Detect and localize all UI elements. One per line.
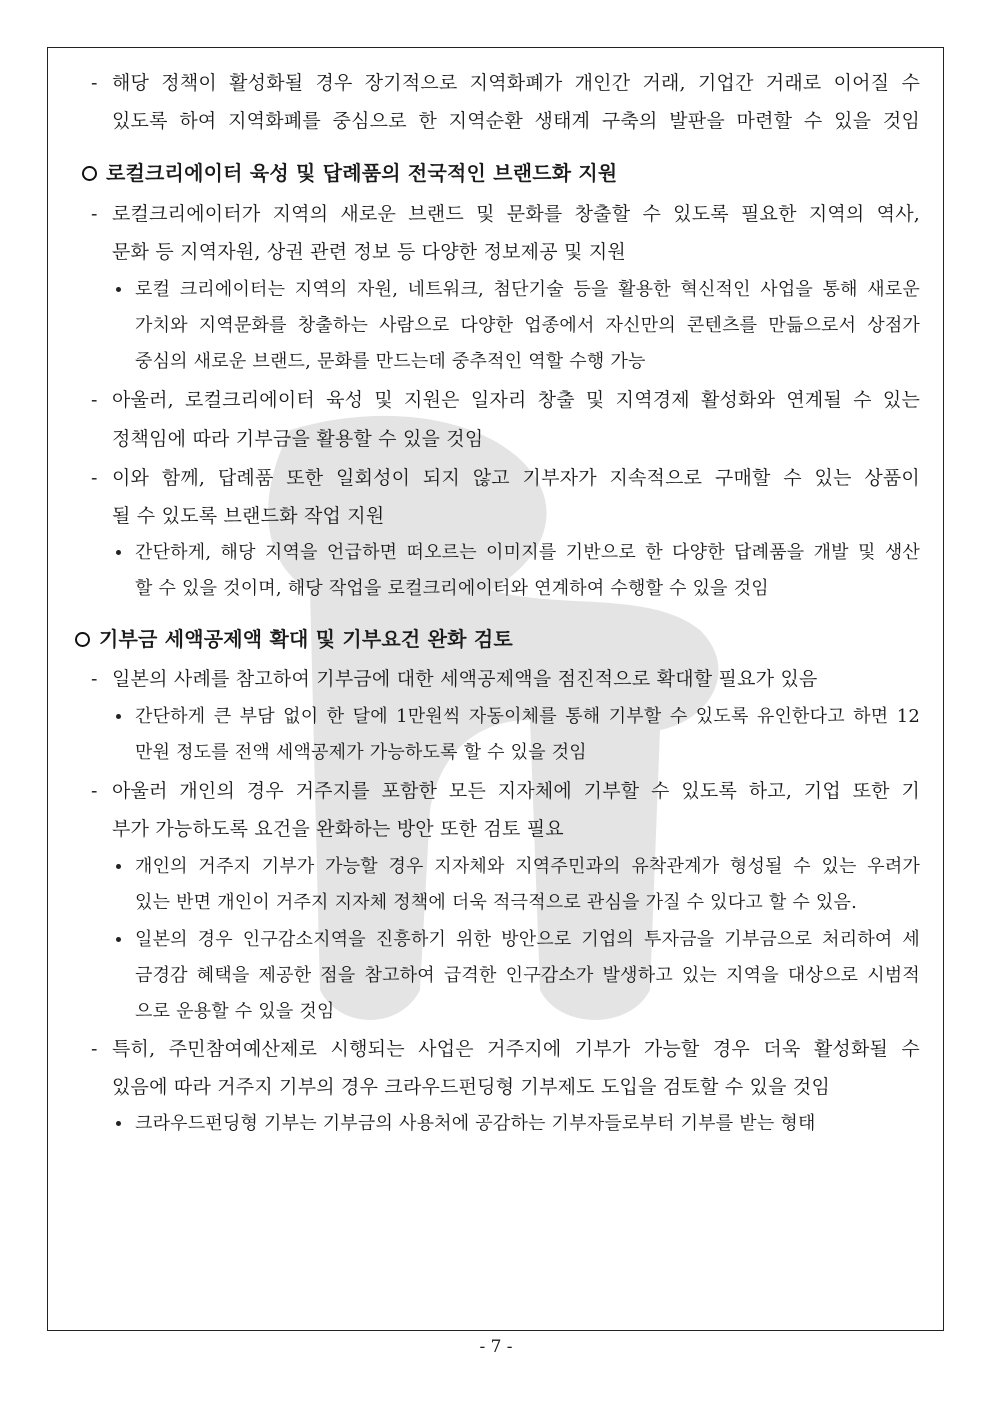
bullet-icon xyxy=(116,1121,121,1126)
text-line: 중심의 새로운 브랜드, 문화를 만드는데 중추적인 역할 수행 가능 xyxy=(135,351,646,372)
dash-marker: - xyxy=(91,668,98,690)
text-line: 있는 반면 개인이 거주지 지자체 정책에 더욱 적극적으로 관심을 가질 수 있다고 할 수 있음. xyxy=(135,892,857,913)
section-heading: 로컬크리에이터 육성 및 답례품의 전국적인 브랜드화 지원 xyxy=(106,161,618,185)
text-line: 문화 등 지역자원, 상권 관련 정보 등 다양한 정보제공 및 지원 xyxy=(112,241,626,263)
text-line: 할 수 있을 것이며, 해당 작업을 로컬크리에이터와 연계하여 수행할 수 있을 것임 xyxy=(135,578,769,599)
bullet-icon xyxy=(116,550,121,555)
text-line: 있도록 하여 지역화폐를 중심으로 한 지역순환 생태계 구축의 발판을 마련할 수 있을 것임 xyxy=(112,110,920,132)
circle-bullet-icon xyxy=(75,632,90,647)
text-line: 아울러, 로컬크리에이터 육성 및 지원은 일자리 창출 및 지역경제 활성화와 연계될 수 있는 xyxy=(112,389,920,411)
text-line: 크라우드펀딩형 기부는 기부금의 사용처에 공감하는 기부자들로부터 기부를 받는 형태 xyxy=(135,1113,816,1134)
dash-marker: - xyxy=(91,389,98,411)
text-line: 가치와 지역문화를 창출하는 사람으로 다양한 업종에서 자신만의 콘텐츠를 만듦으로서 상점가 xyxy=(135,315,920,336)
bullet-icon xyxy=(116,937,121,942)
bullet-icon xyxy=(116,714,121,719)
text-line: 로컬크리에이터가 지역의 새로운 브랜드 및 문화를 창출할 수 있도록 필요한 지역의 역사, xyxy=(112,203,920,225)
page-number: - 7 - xyxy=(479,1337,513,1357)
dash-marker: - xyxy=(91,780,98,802)
text-line: 간단하게 큰 부담 없이 한 달에 1만원씩 자동이체를 통해 기부할 수 있도록 유인한다고 하면 12 xyxy=(135,706,920,727)
text-line: 있음에 따라 거주지 기부의 경우 크라우드펀딩형 기부제도 도입을 검토할 수 있을 것임 xyxy=(112,1076,831,1098)
text-line: 부가 가능하도록 요건을 완화하는 방안 또한 검토 필요 xyxy=(112,818,564,840)
dash-marker: - xyxy=(91,467,98,489)
circle-bullet-icon xyxy=(82,166,97,181)
bullet-icon xyxy=(116,287,121,292)
text-line: 만원 정도를 전액 세액공제가 가능하도록 할 수 있을 것임 xyxy=(135,742,587,763)
dash-marker: - xyxy=(91,203,98,225)
text-line: 아울러 개인의 경우 거주지를 포함한 모든 지자체에 기부할 수 있도록 하고, 기업 또한 기 xyxy=(112,780,920,802)
text-line: 일본의 경우 인구감소지역을 진흥하기 위한 방안으로 기업의 투자금을 기부금으로 처리하여 세 xyxy=(135,929,920,950)
text-line: 금경감 혜택을 제공한 점을 참고하여 급격한 인구감소가 발생하고 있는 지역을 대상으로 시범적 xyxy=(135,965,920,986)
text-line: 일본의 사례를 참고하여 기부금에 대한 세액공제액을 점진적으로 확대할 필요가 있음 xyxy=(112,668,818,690)
text-line: 해당 정책이 활성화될 경우 장기적으로 지역화폐가 개인간 거래, 기업간 거래로 이어질 수 xyxy=(112,72,920,94)
text-line: 간단하게, 해당 지역을 언급하면 떠오르는 이미지를 기반으로 한 다양한 답례품을 개발 및 생산 xyxy=(135,542,920,563)
text-line: 개인의 거주지 기부가 가능할 경우 지자체와 지역주민과의 유착관계가 형성될 수 있는 우려가 xyxy=(135,856,920,877)
text-line: 으로 운용할 수 있을 것임 xyxy=(135,1001,335,1022)
text-line: 될 수 있도록 브랜드화 작업 지원 xyxy=(112,505,385,527)
text-line: 로컬 크리에이터는 지역의 자원, 네트워크, 첨단기술 등을 활용한 혁신적인 사업을 통해 새로운 xyxy=(135,279,920,300)
section-heading: 기부금 세액공제액 확대 및 기부요건 완화 검토 xyxy=(99,627,513,651)
bullet-icon xyxy=(116,864,121,869)
text-line: 특히, 주민참여예산제로 시행되는 사업은 거주지에 기부가 가능할 경우 더욱 활성화될 수 xyxy=(112,1038,920,1060)
dash-marker: - xyxy=(91,72,98,94)
dash-marker: - xyxy=(91,1038,98,1060)
text-line: 이와 함께, 답례품 또한 일회성이 되지 않고 기부자가 지속적으로 구매할 수 있는 상품이 xyxy=(112,467,920,489)
text-line: 정책임에 따라 기부금을 활용할 수 있을 것임 xyxy=(112,428,484,450)
